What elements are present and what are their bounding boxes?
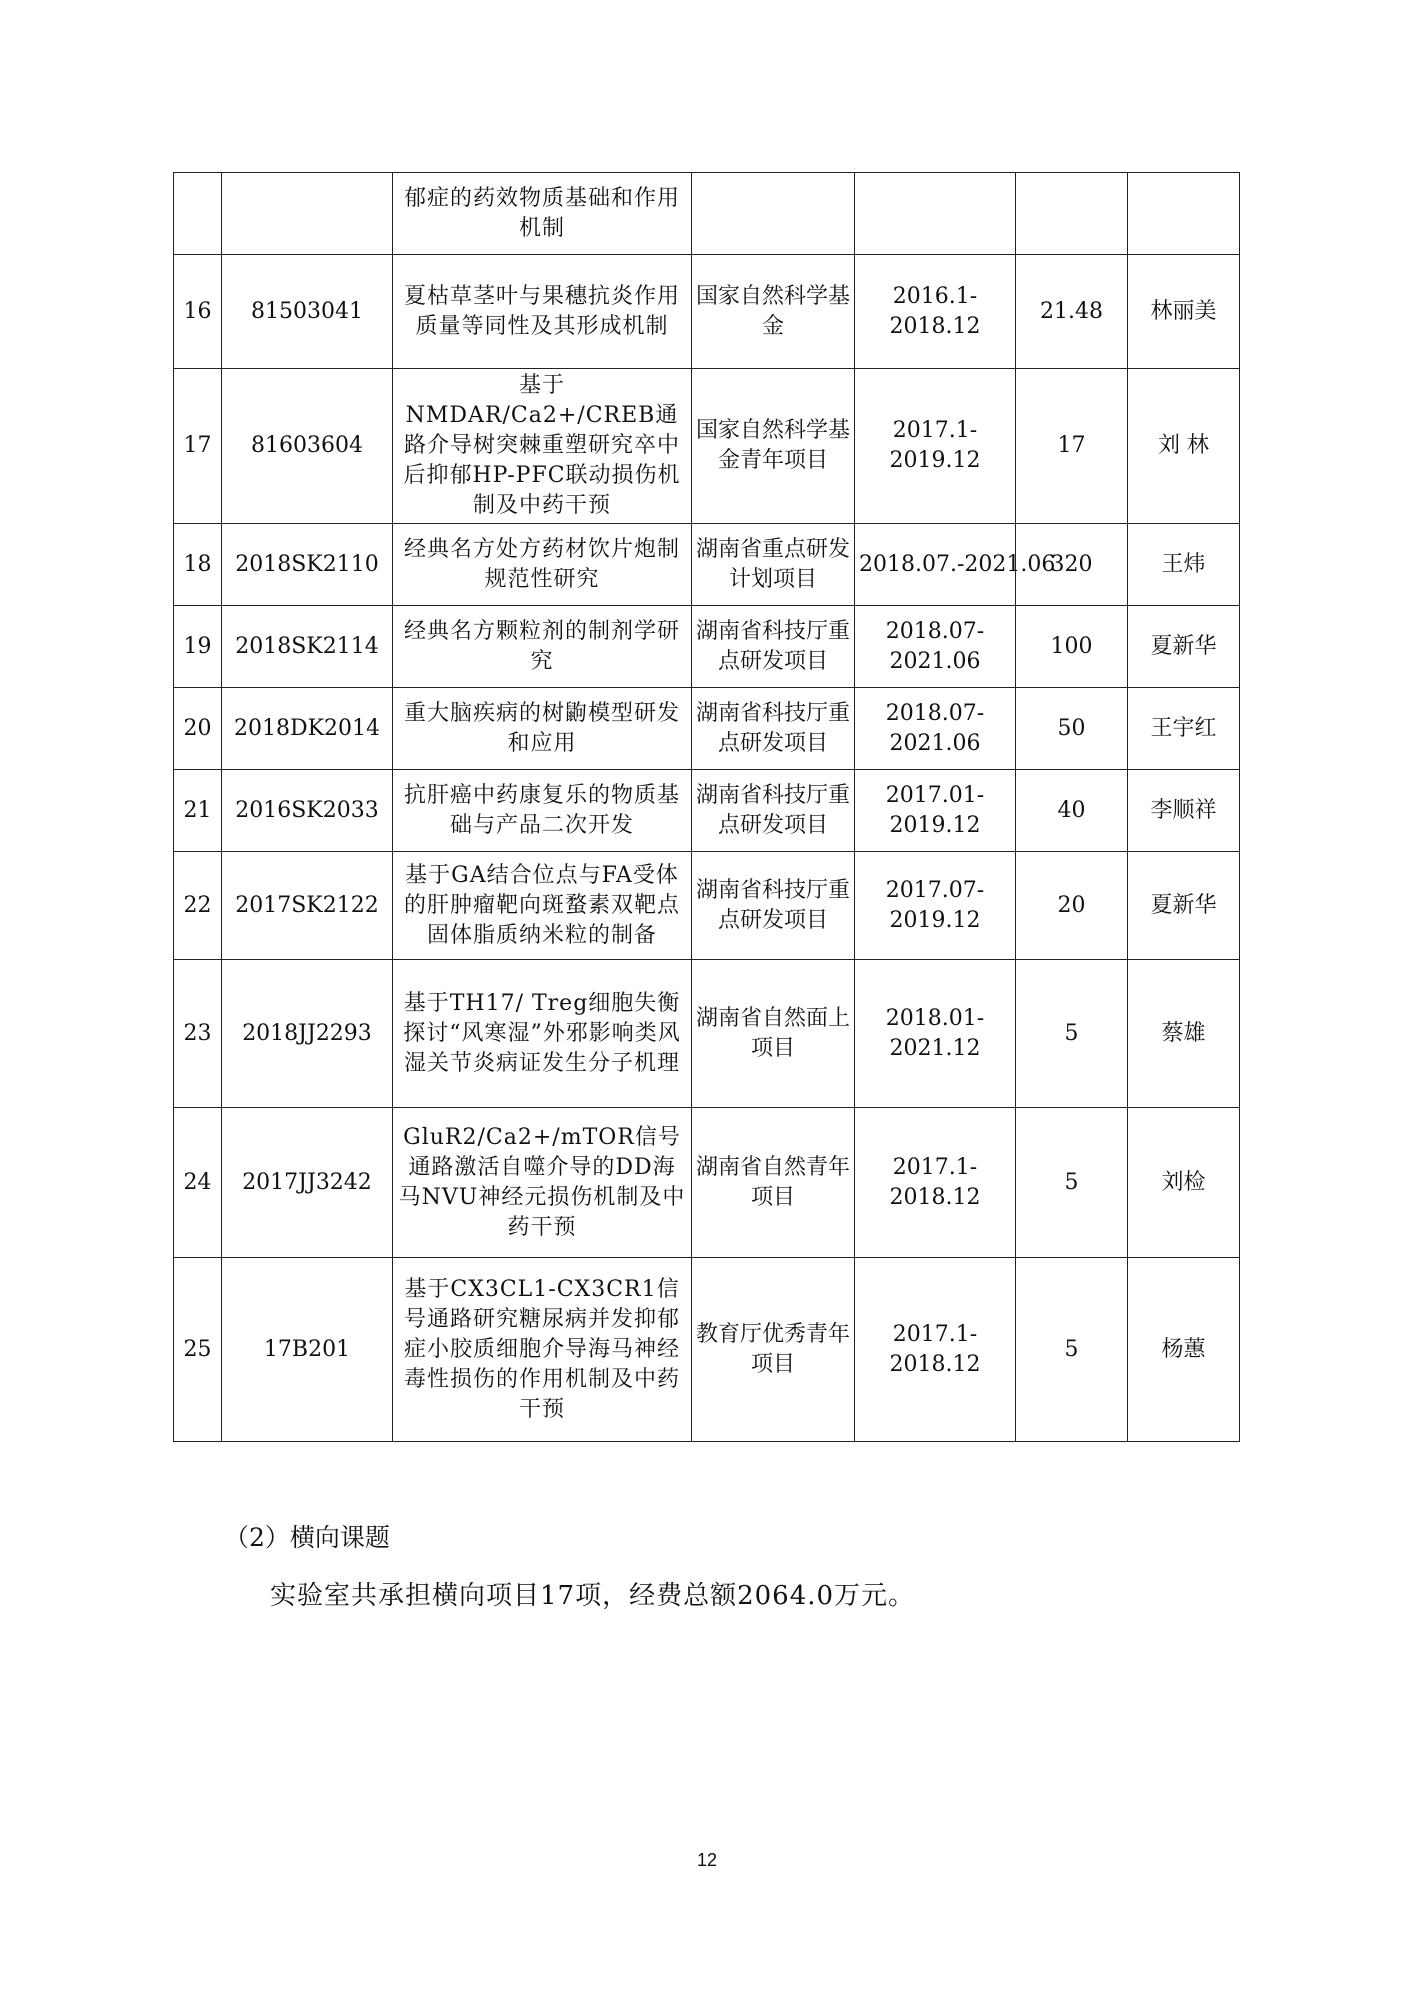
project-title: 基于TH17/ Treg细胞失衡探讨“风寒湿”外邪影响类风湿关节炎病证发生分子机理 [393, 960, 692, 1108]
project-code: 2016SK2033 [222, 770, 393, 852]
table-row [174, 173, 1240, 255]
table-row [174, 688, 1240, 770]
project-leader: 林丽美 [1128, 255, 1240, 369]
project-leader [1128, 173, 1240, 255]
project-funding: 40 [1016, 770, 1128, 852]
project-code: 2017SK2122 [222, 852, 393, 960]
table-row [174, 255, 1240, 369]
project-period: 2018.07-2021.06 [855, 606, 1016, 688]
project-period: 2018.07-2021.06 [855, 688, 1016, 770]
project-funding: 100 [1016, 606, 1128, 688]
project-source [692, 173, 855, 255]
project-title: 夏枯草茎叶与果穗抗炎作用质量等同性及其形成机制 [393, 255, 692, 369]
project-funding: 5 [1016, 1108, 1128, 1258]
project-code: 2017JJ3242 [222, 1108, 393, 1258]
row-number: 18 [174, 524, 222, 606]
project-code: 81503041 [222, 255, 393, 369]
project-funding: 5 [1016, 960, 1128, 1108]
row-number: 23 [174, 960, 222, 1108]
row-number: 17 [174, 369, 222, 524]
project-title: 重大脑疾病的树鼩模型研发和应用 [393, 688, 692, 770]
row-number: 25 [174, 1258, 222, 1442]
project-source: 国家自然科学基金青年项目 [692, 369, 855, 524]
project-funding: 21.48 [1016, 255, 1128, 369]
section-heading: （2）横向课题 [224, 1523, 390, 1552]
page-number: 12 [696, 1850, 718, 1870]
project-title: 经典名方处方药材饮片炮制规范性研究 [393, 524, 692, 606]
project-period: 2017.1-2018.12 [855, 1108, 1016, 1258]
project-period: 2016.1-2018.12 [855, 255, 1016, 369]
project-title: 经典名方颗粒剂的制剂学研究 [393, 606, 692, 688]
project-code: 17B201 [222, 1258, 393, 1442]
table-row [174, 524, 1240, 606]
row-number [174, 173, 222, 255]
project-code: 81603604 [222, 369, 393, 524]
table-row [174, 606, 1240, 688]
table-row [174, 960, 1240, 1108]
project-code: 2018JJ2293 [222, 960, 393, 1108]
project-source: 湖南省自然青年项目 [692, 1108, 855, 1258]
row-number: 21 [174, 770, 222, 852]
project-table [173, 172, 1240, 1442]
project-code: 2018DK2014 [222, 688, 393, 770]
project-leader: 夏新华 [1128, 852, 1240, 960]
project-period [855, 173, 1016, 255]
row-number: 24 [174, 1108, 222, 1258]
project-leader: 蔡雄 [1128, 960, 1240, 1108]
project-leader: 刘 林 [1128, 369, 1240, 524]
project-leader: 王宇红 [1128, 688, 1240, 770]
project-code: 2018SK2114 [222, 606, 393, 688]
row-number: 20 [174, 688, 222, 770]
project-leader: 夏新华 [1128, 606, 1240, 688]
project-source: 湖南省科技厅重点研发项目 [692, 688, 855, 770]
project-code [222, 173, 393, 255]
row-number: 22 [174, 852, 222, 960]
project-period: 2018.01-2021.12 [855, 960, 1016, 1108]
project-source: 湖南省自然面上项目 [692, 960, 855, 1108]
project-funding: 320 [1016, 524, 1128, 606]
table-row [174, 852, 1240, 960]
project-source: 教育厅优秀青年项目 [692, 1258, 855, 1442]
project-source: 湖南省科技厅重点研发项目 [692, 770, 855, 852]
project-title: 基于NMDAR/Ca2+/CREB通路介导树突棘重塑研究卒中后抑郁HP-PFC联动损伤机制及中药干预 [393, 369, 692, 524]
project-title: 郁症的药效物质基础和作用机制 [393, 173, 692, 255]
project-period: 2017.1-2019.12 [855, 369, 1016, 524]
project-source: 湖南省重点研发计划项目 [692, 524, 855, 606]
project-code: 2018SK2110 [222, 524, 393, 606]
project-title: 基于GA结合位点与FA受体的肝肿瘤靶向斑蝥素双靶点固体脂质纳米粒的制备 [393, 852, 692, 960]
project-leader: 王炜 [1128, 524, 1240, 606]
project-funding: 17 [1016, 369, 1128, 524]
project-source: 国家自然科学基金 [692, 255, 855, 369]
project-title: GluR2/Ca2+/mTOR信号通路激活自噬介导的DD海马NVU神经元损伤机制及中药干预 [393, 1108, 692, 1258]
row-number: 16 [174, 255, 222, 369]
project-period: 2018.07.-2021.06 [855, 524, 1016, 606]
project-leader: 杨蕙 [1128, 1258, 1240, 1442]
table-row [174, 1108, 1240, 1258]
summary-paragraph: 实验室共承担横向项目17项，经费总额2064.0万元。 [270, 1581, 916, 1611]
project-title: 基于CX3CL1-CX3CR1信号通路研究糖尿病并发抑郁症小胶质细胞介导海马神经毒性损伤的作用机制及中药干预 [393, 1258, 692, 1442]
project-funding: 20 [1016, 852, 1128, 960]
project-funding: 50 [1016, 688, 1128, 770]
project-source: 湖南省科技厅重点研发项目 [692, 852, 855, 960]
project-source: 湖南省科技厅重点研发项目 [692, 606, 855, 688]
project-period: 2017.1-2018.12 [855, 1258, 1016, 1442]
project-period: 2017.07-2019.12 [855, 852, 1016, 960]
project-leader: 李顺祥 [1128, 770, 1240, 852]
project-leader: 刘检 [1128, 1108, 1240, 1258]
row-number: 19 [174, 606, 222, 688]
table-row [174, 770, 1240, 852]
project-title: 抗肝癌中药康复乐的物质基础与产品二次开发 [393, 770, 692, 852]
project-funding [1016, 173, 1128, 255]
table-row [174, 369, 1240, 524]
project-funding: 5 [1016, 1258, 1128, 1442]
table-row [174, 1258, 1240, 1442]
project-period: 2017.01-2019.12 [855, 770, 1016, 852]
